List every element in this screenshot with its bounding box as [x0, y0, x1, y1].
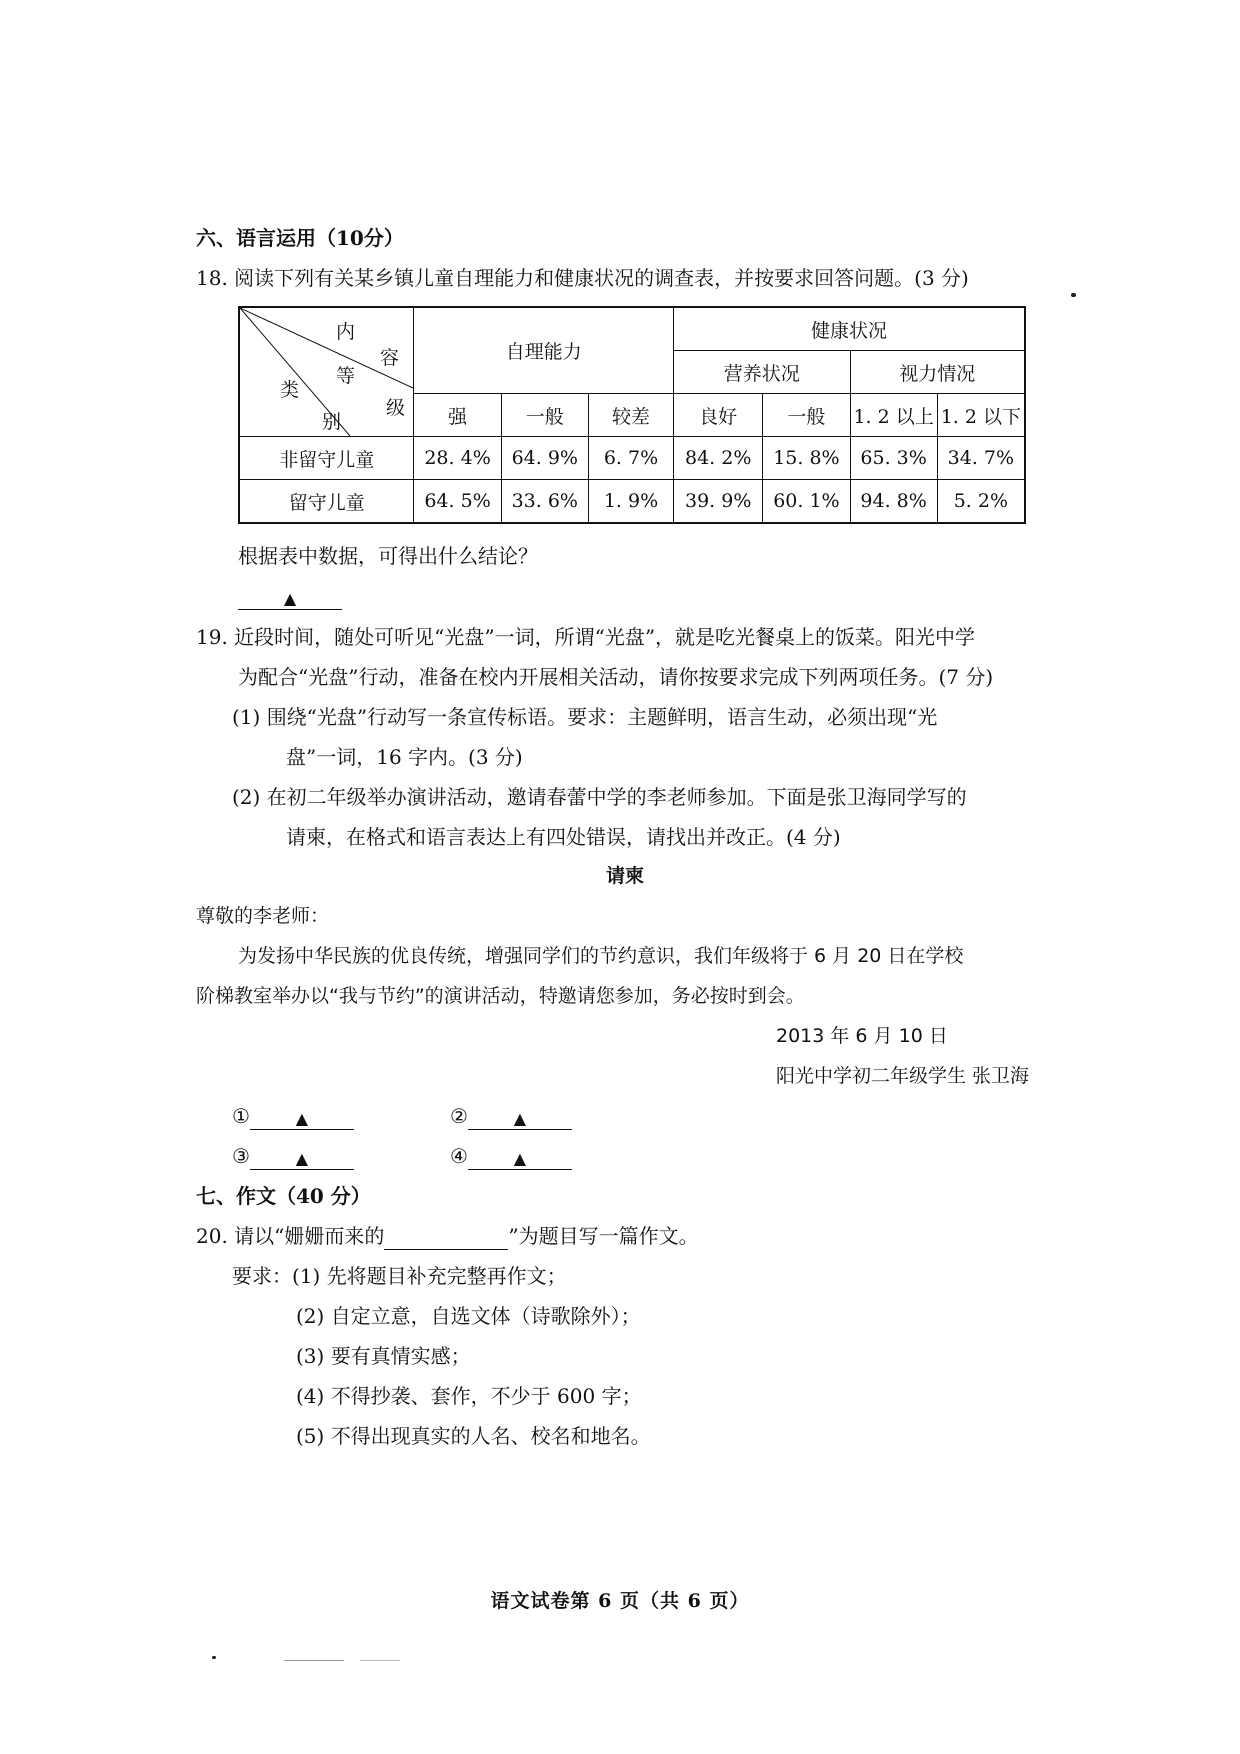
table-cell: 6. 7% [588, 437, 673, 480]
q19-sub1-line2: 盘”一词，16 字内。(3 分) [286, 745, 523, 769]
corner-label-bie: 别 [322, 411, 342, 433]
q18-question: 根据表中数据，可得出什么结论？ [238, 544, 538, 568]
answer-3[interactable] [232, 1142, 354, 1170]
table-cell: 94. 8% [850, 480, 937, 524]
scan-speck [360, 1660, 400, 1661]
section6-heading: 六、语言运用（10分） [196, 226, 404, 250]
table-cell: 60. 1% [763, 480, 850, 524]
answer-number: ③ [232, 1144, 250, 1168]
answer-blank: ▲ [238, 585, 342, 610]
answer-number: ① [232, 1104, 250, 1128]
table-cell: 1. 9% [588, 480, 673, 524]
table-row [239, 480, 1025, 524]
table-cell: 28. 4% [414, 437, 501, 480]
q20-stem-prefix: 20. 请以“姗姗而来的 [196, 1224, 385, 1248]
letter-signature: 阳光中学初二年级学生 张卫海 [776, 1065, 1030, 1087]
corner-label-lei: 类 [280, 379, 300, 401]
page-footer: 语文试卷第 6 页（共 6 页） [490, 1590, 750, 1612]
answer-blank: ▲ [468, 1105, 572, 1130]
letter-title: 请柬 [606, 865, 645, 887]
q19-sub1-line1: (1) 围绕“光盘”行动写一条宣传标语。要求：主题鲜明，语言生动，必须出现“光 [232, 705, 938, 729]
answer-number: ④ [450, 1144, 468, 1168]
q20-requirement: (5) 不得出现真实的人名、校名和地名。 [296, 1424, 651, 1448]
answer-number: ② [450, 1104, 468, 1128]
q20-requirement: (3) 要有真情实感； [296, 1344, 471, 1368]
q19-sub2-line1: (2) 在初二年级举办演讲活动，邀请春蕾中学的李老师参加。下面是张卫海同学写的 [232, 785, 967, 809]
q20-stem-suffix: ”为题目写一篇作文。 [508, 1224, 699, 1248]
q20-requirement: (4) 不得抄袭、套作，不少于 600 字； [296, 1384, 642, 1408]
table-cell: 65. 3% [850, 437, 937, 480]
level-header: 较差 [588, 394, 673, 437]
level-header: 1. 2 以上 [850, 394, 937, 437]
answer-blank: ▲ [250, 1105, 354, 1130]
scan-speck [284, 1660, 344, 1661]
table-cell: 64. 5% [414, 480, 501, 524]
table-cell: 39. 9% [674, 480, 763, 524]
q20-req-label: 要求： [232, 1264, 292, 1288]
answer-blank: ▲ [468, 1145, 572, 1170]
level-header: 一般 [763, 394, 850, 437]
q20-requirement-row [232, 1262, 567, 1290]
survey-table [238, 306, 1026, 524]
level-header: 良好 [674, 394, 763, 437]
letter-body-line1: 为发扬中华民族的优良传统，增强同学们的节约意识，我们年级将于 6 月 20 日在学校 [238, 945, 964, 967]
scan-speck [212, 1656, 216, 1659]
corner-label-ji: 级 [386, 397, 406, 419]
row-label: 留守儿童 [239, 480, 414, 524]
ink-dot [1071, 293, 1076, 297]
level-header: 一般 [501, 394, 588, 437]
table-cell: 5. 2% [937, 480, 1025, 524]
corner-label-deng: 等 [336, 365, 356, 387]
table-cell: 34. 7% [937, 437, 1025, 480]
table-cell: 33. 6% [501, 480, 588, 524]
q20-requirement: (2) 自定立意，自选文体（诗歌除外）； [296, 1304, 641, 1328]
q19-sub2-line2: 请柬，在格式和语言表达上有四处错误，请找出并改正。(4 分) [286, 825, 841, 849]
answer-4[interactable] [450, 1142, 572, 1170]
q19-line1: 19. 近段时间，随处可听见“光盘”一词，所谓“光盘”，就是吃光餐桌上的饭菜。阳光中学 [196, 625, 976, 649]
table-corner-header [239, 307, 414, 437]
letter-salutation: 尊敬的李老师： [196, 905, 330, 927]
header-self-care: 自理能力 [414, 307, 674, 394]
answer-1[interactable] [232, 1102, 354, 1130]
level-header: 强 [414, 394, 501, 437]
corner-label-rong: 容 [380, 347, 400, 369]
header-nutrition: 营养状况 [674, 351, 850, 394]
table-row [239, 437, 1025, 480]
section7-heading: 七、作文（40 分） [196, 1184, 371, 1208]
answer-2[interactable] [450, 1102, 572, 1130]
corner-label-nei: 内 [336, 321, 356, 343]
q18-stem: 18. 阅读下列有关某乡镇儿童自理能力和健康状况的调查表，并按要求回答问题。(3 分) [196, 266, 969, 290]
level-header: 1. 2 以下 [937, 394, 1025, 437]
answer-blank: ▲ [250, 1145, 354, 1170]
letter-body-line2: 阶梯教室举办以“我与节约”的演讲活动，特邀请您参加，务必按时到会。 [196, 985, 805, 1007]
q19-line2: 为配合“光盘”行动，准备在校内开展相关活动，请你按要求完成下列两项任务。(7 分) [238, 665, 994, 689]
q20-requirement: (1) 先将题目补充完整再作文； [292, 1264, 567, 1288]
q18-answer-line[interactable] [238, 582, 342, 610]
letter-date: 2013 年 6 月 10 日 [776, 1025, 948, 1047]
header-vision: 视力情况 [850, 351, 1025, 394]
header-health: 健康状况 [674, 307, 1025, 351]
table-cell: 15. 8% [763, 437, 850, 480]
row-label: 非留守儿童 [239, 437, 414, 480]
table-cell: 84. 2% [674, 437, 763, 480]
table-cell: 64. 9% [501, 437, 588, 480]
q20-stem [196, 1222, 699, 1250]
title-blank[interactable] [384, 1229, 508, 1250]
